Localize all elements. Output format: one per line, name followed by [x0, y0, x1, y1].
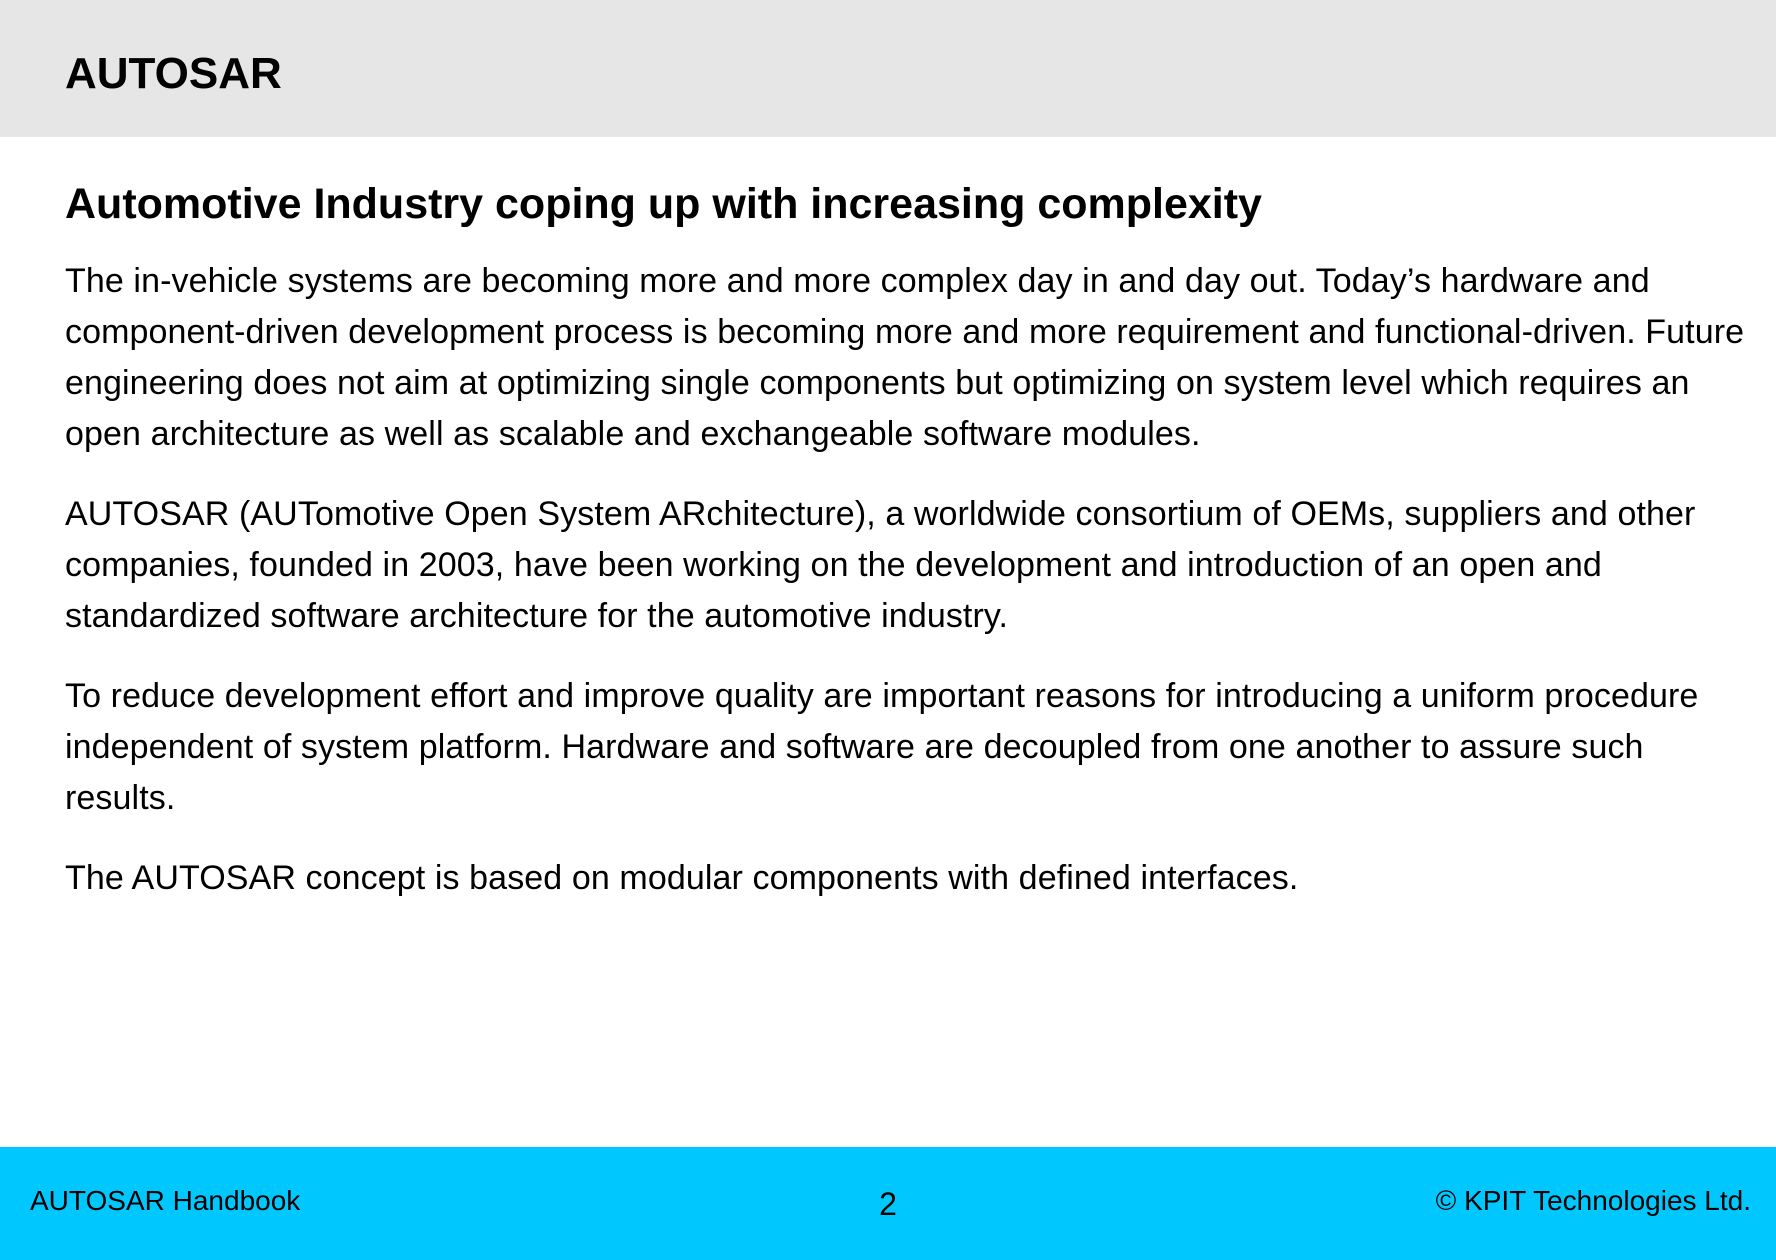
paragraph: To reduce development effort and improve quality are important reasons for introducing a uniform procedure independent of system platform. Hardware and software are decoupled from one another to assure such results.	[65, 677, 1699, 817]
paragraph: AUTOSAR (AUTomotive Open System ARchitecture), a worldwide consortium of OEMs, suppliers and other companies, founded in 2003, have been working on the development and introduction of an open and standardized software architecture for the automotive industry.	[65, 495, 1696, 635]
footer-document-name: AUTOSAR Handbook	[30, 1185, 301, 1216]
document-title: AUTOSAR	[65, 49, 282, 98]
footer-copyright: © KPIT Technologies Ltd.	[1435, 1185, 1751, 1216]
paragraph: The in-vehicle systems are becoming more and more complex day in and day out. Today’s hardware and component-driven development process is becoming more and more requirement and functional-driven. Future engineering does not aim at optimizing single components but optimizing on system level which requires an open architecture as well as scalable and exchangeable software modules.	[65, 262, 1745, 453]
section-title: Automotive Industry coping up with increasing complexity	[65, 180, 1262, 228]
main-content	[65, 174, 1755, 933]
paragraph: The AUTOSAR concept is based on modular components with defined interfaces.	[65, 859, 1299, 897]
page-number: 2	[879, 1186, 897, 1222]
